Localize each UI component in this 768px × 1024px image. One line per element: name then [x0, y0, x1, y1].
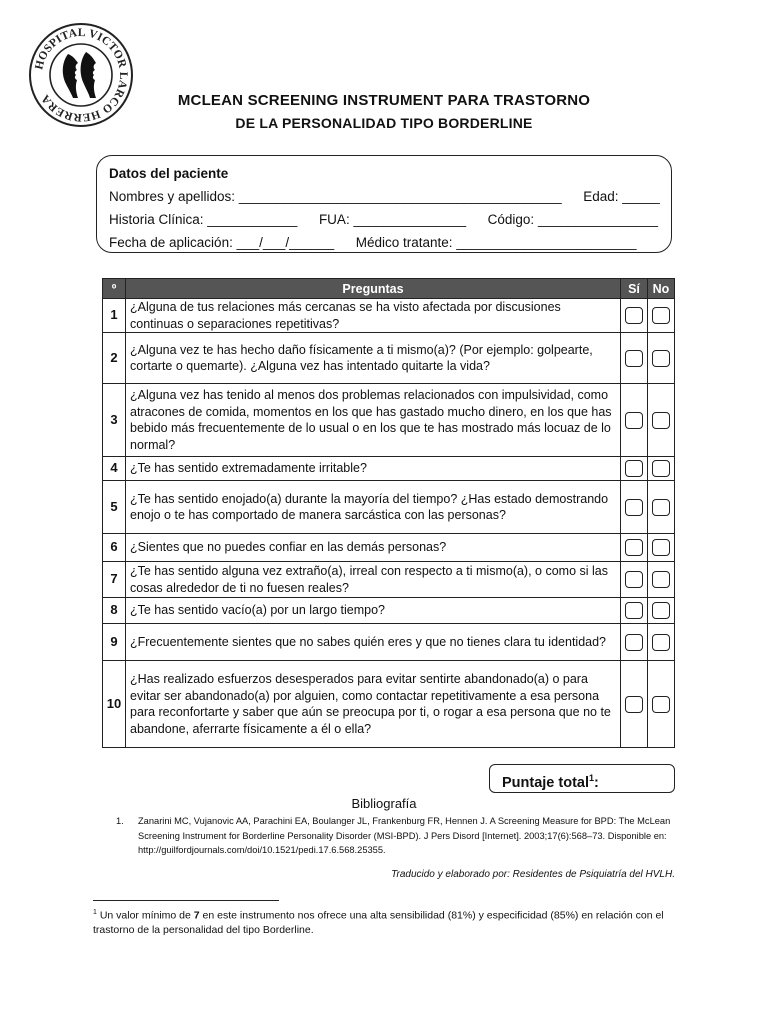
document-title-line2: DE LA PERSONALIDAD TIPO BORDERLINE [235, 115, 533, 131]
yes-checkbox[interactable] [625, 634, 643, 651]
question-text: ¿Alguna vez has tenido al menos dos problemas relacionados con impulsividad, como atracones de comida, momentos en los que has gastado mucho dinero, en los que has bebido más frecuentemente de lo usual o en los que te has mostrado más locuaz de lo normal? [126, 384, 621, 457]
question-number: 4 [103, 457, 126, 481]
age-label: Edad: [583, 189, 619, 204]
fua-field[interactable]: _______________ [353, 212, 467, 227]
header-questions: Preguntas [126, 279, 621, 299]
code-field[interactable]: ________________ [537, 212, 659, 227]
names-label: Nombres y apellidos: [109, 189, 236, 204]
yes-checkbox[interactable] [625, 307, 643, 324]
patient-history-row [109, 208, 659, 231]
no-checkbox[interactable] [652, 499, 670, 516]
question-row [103, 384, 675, 457]
total-score-label: Puntaje total [502, 774, 590, 791]
no-checkbox[interactable] [652, 307, 670, 324]
names-field[interactable]: ___________________________________________ [238, 189, 562, 204]
yes-checkbox[interactable] [625, 696, 643, 713]
doctor-field[interactable]: ________________________ [456, 235, 637, 250]
doctor-label: Médico tratante: [355, 235, 453, 250]
history-label: Historia Clínica: [109, 212, 204, 227]
bibliography-entry [116, 814, 676, 858]
question-text: ¿Frecuentemente sientes que no sabes quién eres y que no tienes clara tu identidad? [126, 624, 621, 661]
no-checkbox[interactable] [652, 634, 670, 651]
logo-ring-text: HOSPITAL VICTOR LARCO HERRERA [33, 26, 130, 124]
no-checkbox[interactable] [652, 412, 670, 429]
question-number: 2 [103, 333, 126, 384]
no-checkbox[interactable] [652, 602, 670, 619]
yes-checkbox[interactable] [625, 499, 643, 516]
question-row [103, 333, 675, 384]
yes-checkbox[interactable] [625, 539, 643, 556]
header-number: º [103, 279, 126, 299]
question-text: ¿Sientes que no puedes confiar en las demás personas? [126, 534, 621, 562]
question-row [103, 481, 675, 534]
question-text: ¿Te has sentido alguna vez extraño(a), irreal con respecto a ti mismo(a), o como si las cosas alrededor de ti no fuesen reales? [126, 562, 621, 598]
no-checkbox[interactable] [652, 460, 670, 477]
yes-checkbox[interactable] [625, 460, 643, 477]
patient-names-row [109, 185, 659, 208]
question-row [103, 457, 675, 481]
no-checkbox[interactable] [652, 350, 670, 367]
yes-checkbox[interactable] [625, 602, 643, 619]
question-text: ¿Te has sentido vacío(a) por un largo tiempo? [126, 598, 621, 624]
code-label: Código: [487, 212, 535, 227]
question-number: 5 [103, 481, 126, 534]
question-row [103, 598, 675, 624]
total-score-footnote-ref: 1 [589, 773, 595, 783]
footnote-text-post: en este instrumento nos ofrece una alta sensibilidad (81%) y especificidad (85%) en relación con el trastorno de la personalidad del tipo Borderline. [93, 909, 664, 936]
yes-checkbox[interactable] [625, 412, 643, 429]
question-number: 9 [103, 624, 126, 661]
header-no: No [648, 279, 675, 299]
patient-data-heading: Datos del paciente [109, 166, 229, 181]
history-field[interactable]: ____________ [207, 212, 298, 227]
question-number: 1 [103, 299, 126, 333]
total-score-colon: : [594, 774, 599, 791]
question-row [103, 299, 675, 333]
footnote-min-value: 7 [193, 909, 200, 922]
no-checkbox[interactable] [652, 571, 670, 588]
question-number: 3 [103, 384, 126, 457]
translation-credit: Traducido y elaborado por: Residentes de Psiquiatría del HVLH. [391, 869, 675, 880]
date-field[interactable]: ___/___/______ [236, 235, 335, 250]
question-number: 10 [103, 661, 126, 748]
question-row [103, 624, 675, 661]
bibliography-title: Bibliografía [351, 796, 417, 811]
question-row [103, 562, 675, 598]
question-text: ¿Alguna vez te has hecho daño físicamente a ti mismo(a)? (Por ejemplo: golpearte, cortarte o quemarte). ¿Alguna vez has intentado quitarte la vida? [126, 333, 621, 384]
no-checkbox[interactable] [652, 696, 670, 713]
questions-table [102, 278, 675, 748]
header-yes: Sí [621, 279, 648, 299]
yes-checkbox[interactable] [625, 571, 643, 588]
document-title-line1: MCLEAN SCREENING INSTRUMENT PARA TRASTORNO [177, 92, 591, 109]
question-row [103, 534, 675, 562]
question-text: ¿Te has sentido extremadamente irritable? [126, 457, 621, 481]
question-row [103, 661, 675, 748]
footnote-text-pre: Un valor mínimo de [96, 909, 194, 922]
footnote-divider [93, 900, 279, 901]
no-checkbox[interactable] [652, 539, 670, 556]
footnote [93, 906, 673, 938]
question-text: ¿Has realizado esfuerzos desesperados para evitar sentirte abandonado(a) o para evitar ser abandonado(a) por alguien, como contactar repetitivamente a esa persona para reconfortarte y saber que aún se preocupa por ti, o rogar a esa persona que no te abandone, aferrarte físicamente a él o ella? [126, 661, 621, 748]
question-text: ¿Alguna de tus relaciones más cercanas se ha visto afectada por discusiones continuas o separaciones repetitivas? [126, 299, 621, 333]
question-text: ¿Te has sentido enojado(a) durante la mayoría del tiempo? ¿Has estado demostrando enojo o te has comportado de manera sarcástica con las personas? [126, 481, 621, 534]
question-number: 6 [103, 534, 126, 562]
hospital-logo [28, 22, 134, 128]
bibliography-number: 1. [116, 816, 124, 826]
date-label: Fecha de aplicación: [109, 235, 233, 250]
question-number: 8 [103, 598, 126, 624]
total-score-field[interactable] [489, 764, 675, 793]
footnote-marker: 1 [93, 909, 97, 916]
age-field[interactable]: _____ [622, 189, 660, 204]
yes-checkbox[interactable] [625, 350, 643, 367]
table-header-row [103, 279, 675, 299]
question-number: 7 [103, 562, 126, 598]
patient-date-row [109, 231, 659, 254]
patient-data-box [96, 155, 672, 253]
bibliography-text: Zanarini MC, Vujanovic AA, Parachini EA, Boulanger JL, Frankenburg FR, Hennen J. A Screening Measure for BPD: The McLean Screening Instrument for Borderline Personality Disorder (MSI-BPD). J Pers Disord [Internet]. 2003;17(6):568–73. Disponible en: http://guilfordjournals.com/doi/10.1521/pedi.17.6.568.25355. [138, 816, 671, 855]
fua-label: FUA: [318, 212, 350, 227]
